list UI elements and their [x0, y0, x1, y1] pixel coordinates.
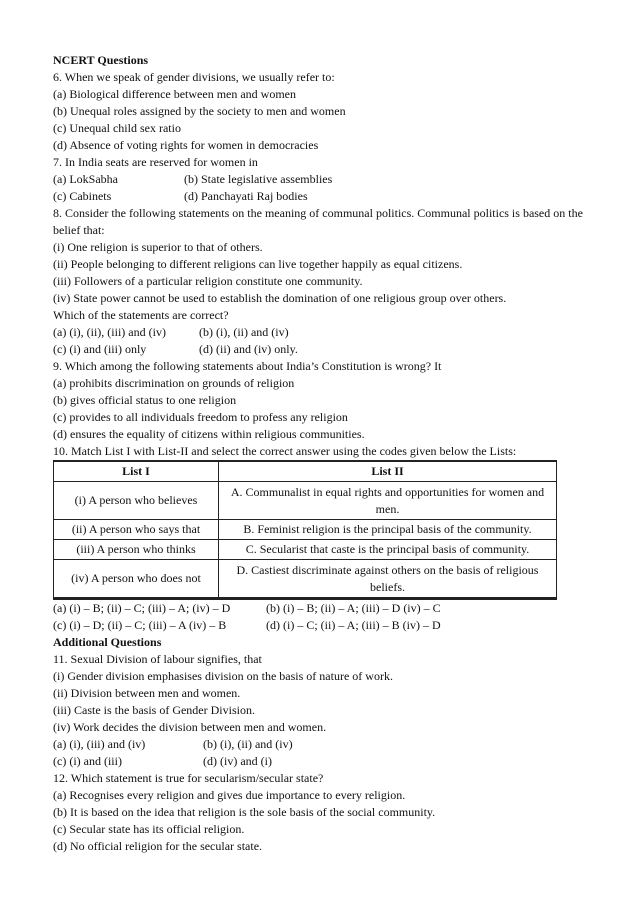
q11-statement-i: (i) Gender division emphasises division on the basis of nature of work. [53, 669, 393, 683]
q7-options-row-1 [53, 171, 593, 188]
q10-option-d: (d) (i) – C; (ii) – A; (iii) – B (iv) – D [266, 618, 441, 632]
q10-stem: 10. Match List I with List-II and select the correct answer using the codes given below the Lists: [53, 444, 517, 458]
q7-option-a: (a) LokSabha [53, 172, 118, 186]
section-heading-ncert: NCERT Questions [53, 53, 149, 67]
q8-statement-iv: (iv) State power cannot be used to establish the domination of one religious group over others. [53, 291, 507, 305]
list-1-header: List I [54, 462, 219, 482]
list-2-cell: B. Feminist religion is the principal basis of the community. [219, 520, 557, 540]
section-heading-additional: Additional Questions [53, 635, 162, 649]
q11-statement-iv: (iv) Work decides the division between men and women. [53, 720, 327, 734]
q10-option-b: (b) (i) – B; (ii) – A; (iii) – D (iv) – C [266, 601, 441, 615]
q12-option-d: (d) No official religion for the secular state. [53, 839, 263, 853]
list-2-cell: D. Castiest discriminate against others on the basis of religious beliefs. [219, 560, 557, 598]
q11-option-c: (c) (i) and (iii) [53, 754, 122, 768]
q8-stem: 8. Consider the following statements on the meaning of communal politics. Communal politics is based on the belief that: [53, 206, 583, 237]
q10-options-row-1 [53, 600, 593, 617]
q6-option-a: (a) Biological difference between men and women [53, 87, 297, 101]
q7-option-b: (b) State legislative assemblies [184, 172, 333, 186]
q8-options-row-1 [53, 324, 593, 341]
q7-stem: 7. In India seats are reserved for women in [53, 155, 258, 169]
q11-statement-iii: (iii) Caste is the basis of Gender Division. [53, 703, 255, 717]
q10-option-a: (a) (i) – B; (ii) – C; (iii) – A; (iv) – D [53, 601, 231, 615]
q7-option-d: (d) Panchayati Raj bodies [184, 189, 308, 203]
list-1-cell: (iv) A person who does not [54, 560, 219, 598]
q9-option-a: (a) prohibits discrimination on grounds of religion [53, 376, 295, 390]
table-header-row [54, 462, 557, 482]
q6-option-b: (b) Unequal roles assigned by the society to men and women [53, 104, 346, 118]
q8-option-a: (a) (i), (ii), (iii) and (iv) [53, 325, 166, 339]
list-2-cell: C. Secularist that caste is the principal basis of community. [219, 540, 557, 560]
table-row [54, 540, 557, 560]
list-1-cell: (i) A person who believes [54, 482, 219, 520]
q8-option-c: (c) (i) and (iii) only [53, 342, 147, 356]
q11-options-row-2 [53, 753, 593, 770]
q11-statement-ii: (ii) Division between men and women. [53, 686, 241, 700]
q12-stem: 12. Which statement is true for secularism/secular state? [53, 771, 324, 785]
list-2-header: List II [219, 462, 557, 482]
q8-ask: Which of the statements are correct? [53, 308, 229, 322]
q10-match-table-frame [53, 460, 557, 600]
q8-options-row-2 [53, 341, 593, 358]
q8-statement-ii: (ii) People belonging to different religions can live together happily as equal citizens. [53, 257, 463, 271]
q11-option-d: (d) (iv) and (i) [203, 754, 272, 768]
q12-option-c: (c) Secular state has its official religion. [53, 822, 245, 836]
q7-options-row-2 [53, 188, 593, 205]
table-row [54, 520, 557, 540]
q12-option-a: (a) Recognises every religion and gives due importance to every religion. [53, 788, 406, 802]
q9-option-d: (d) ensures the equality of citizens within religious communities. [53, 427, 365, 441]
q12-option-b: (b) It is based on the idea that religion is the sole basis of the social community. [53, 805, 436, 819]
q6-option-c: (c) Unequal child sex ratio [53, 121, 181, 135]
q8-statement-iii: (iii) Followers of a particular religion constitute one community. [53, 274, 363, 288]
q7-option-c: (c) Cabinets [53, 189, 112, 203]
q11-option-a: (a) (i), (iii) and (iv) [53, 737, 146, 751]
q10-option-c: (c) (i) – D; (ii) – C; (iii) – A (iv) – B [53, 618, 227, 632]
list-2-cell: A. Communalist in equal rights and opportunities for women and men. [219, 482, 557, 520]
q11-options-row-1 [53, 736, 593, 753]
q8-option-d: (d) (ii) and (iv) only. [199, 342, 298, 356]
q9-stem: 9. Which among the following statements about India’s Constitution is wrong? It [53, 359, 442, 373]
question-page [53, 52, 593, 855]
q8-option-b: (b) (i), (ii) and (iv) [199, 325, 289, 339]
q8-statement-i: (i) One religion is superior to that of others. [53, 240, 263, 254]
q11-stem: 11. Sexual Division of labour signifies, that [53, 652, 262, 666]
table-row [54, 560, 557, 598]
q10-match-table [53, 461, 557, 598]
q10-options-row-2 [53, 617, 593, 634]
q6-stem: 6. When we speak of gender divisions, we usually refer to: [53, 70, 335, 84]
q9-option-c: (c) provides to all individuals freedom to profess any religion [53, 410, 348, 424]
table-row [54, 482, 557, 520]
list-1-cell: (iii) A person who thinks [54, 540, 219, 560]
q6-option-d: (d) Absence of voting rights for women in democracies [53, 138, 319, 152]
list-1-cell: (ii) A person who says that [54, 520, 219, 540]
q9-option-b: (b) gives official status to one religion [53, 393, 237, 407]
q11-option-b: (b) (i), (ii) and (iv) [203, 737, 293, 751]
